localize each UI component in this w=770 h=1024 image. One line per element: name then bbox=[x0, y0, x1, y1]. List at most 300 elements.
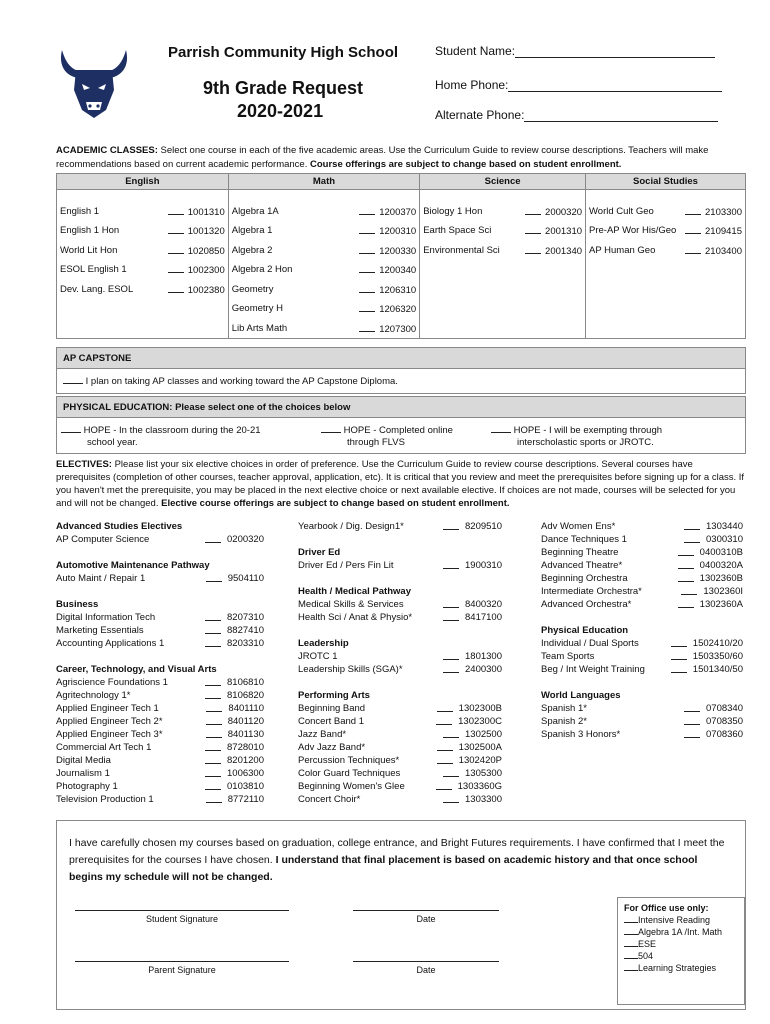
course-name: Geometry H bbox=[231, 303, 283, 315]
elective-blank[interactable] bbox=[205, 637, 221, 647]
english-course-option[interactable] bbox=[60, 284, 225, 296]
office-item-line[interactable] bbox=[624, 914, 638, 923]
course-code: 2103300 bbox=[705, 206, 742, 218]
social-cell bbox=[586, 190, 746, 222]
business-list bbox=[56, 611, 264, 650]
social-course-option[interactable] bbox=[589, 206, 742, 218]
alternate-phone-field[interactable] bbox=[435, 108, 718, 122]
course-code: 1002380 bbox=[187, 284, 225, 296]
elective-blank[interactable] bbox=[443, 728, 459, 738]
office-item[interactable] bbox=[624, 962, 738, 974]
elective-row[interactable] bbox=[298, 598, 502, 611]
performing-arts-heading: Performing Arts bbox=[298, 690, 370, 701]
math-course-option[interactable] bbox=[232, 264, 416, 276]
elective-row[interactable] bbox=[298, 767, 502, 780]
elective-blank[interactable] bbox=[206, 572, 222, 582]
english-cell bbox=[57, 280, 229, 300]
pe-option-exempt-line[interactable] bbox=[491, 424, 511, 433]
home-phone-line[interactable] bbox=[508, 80, 722, 92]
pe-option-classroom-text: HOPE - In the classroom during the 20-21 bbox=[83, 425, 261, 436]
elective-name: Spanish 3 Honors* bbox=[541, 729, 621, 740]
elective-blank[interactable] bbox=[443, 598, 459, 608]
elective-name: Adv Women Ens* bbox=[541, 521, 616, 532]
elective-blank[interactable] bbox=[205, 689, 221, 699]
elective-name: Jazz Band* bbox=[298, 729, 347, 740]
elective-code: 0708340 bbox=[706, 703, 743, 714]
english-cell bbox=[57, 241, 229, 261]
elective-code: 1302500A bbox=[458, 742, 502, 753]
course-blank[interactable] bbox=[685, 245, 701, 254]
school-logo-bull bbox=[56, 44, 132, 124]
elective-blank[interactable] bbox=[206, 715, 222, 725]
math-course-option[interactable] bbox=[232, 323, 416, 335]
elective-row[interactable] bbox=[56, 728, 264, 741]
office-item-label: ESE bbox=[638, 939, 657, 949]
english-course-option[interactable] bbox=[60, 245, 225, 257]
english-course-option[interactable] bbox=[60, 264, 225, 276]
science-cell bbox=[420, 319, 586, 339]
course-code: 1002300 bbox=[187, 265, 225, 277]
elective-name: Digital Information Tech bbox=[56, 612, 156, 623]
elective-code: 8106820 bbox=[227, 690, 264, 701]
elective-name: Beginning Women's Glee bbox=[298, 781, 405, 792]
elective-code: 1801300 bbox=[465, 651, 502, 662]
elective-blank[interactable] bbox=[684, 520, 700, 530]
elective-row[interactable] bbox=[298, 520, 502, 533]
elective-code: 2400300 bbox=[465, 664, 502, 675]
social-cell bbox=[586, 261, 746, 281]
course-blank[interactable] bbox=[685, 206, 701, 215]
course-blank[interactable] bbox=[168, 284, 184, 293]
course-code-group bbox=[521, 245, 582, 257]
office-item-label: Intensive Reading bbox=[638, 915, 711, 925]
math-course-option[interactable] bbox=[232, 303, 416, 315]
elective-name: Beg / Int Weight Training bbox=[541, 664, 645, 675]
math-course-option[interactable] bbox=[232, 245, 416, 257]
math-course-option[interactable] bbox=[232, 284, 416, 296]
elective-blank[interactable] bbox=[681, 585, 697, 595]
elective-name: Individual / Dual Sports bbox=[541, 638, 639, 649]
elective-name: Intermediate Orchestra* bbox=[541, 586, 642, 597]
elective-code: 8417100 bbox=[465, 612, 502, 623]
elective-code: 9504110 bbox=[227, 573, 264, 584]
elective-blank[interactable] bbox=[443, 559, 459, 569]
pe-option-flvs-line[interactable] bbox=[321, 424, 341, 433]
course-blank[interactable] bbox=[359, 264, 375, 273]
student-name-field[interactable] bbox=[435, 44, 715, 58]
electives-col-3 bbox=[541, 520, 743, 741]
math-cell bbox=[228, 241, 419, 261]
course-name: Algebra 2 bbox=[231, 244, 273, 256]
academic-text: Select one course in each of the five academic areas. Use the Curriculum Guide to review course descriptions. Teachers will make recommendations based on current academic performance. bbox=[56, 145, 709, 170]
elective-code: 8401120 bbox=[227, 716, 264, 727]
elective-row[interactable] bbox=[541, 598, 743, 611]
elective-blank[interactable] bbox=[205, 624, 221, 634]
course-code: 1001310 bbox=[187, 206, 225, 218]
alternate-phone-line[interactable] bbox=[524, 110, 718, 122]
elective-code: 0103810 bbox=[227, 781, 264, 792]
pe-option-classroom[interactable] bbox=[61, 424, 261, 449]
course-name: World Lit Hon bbox=[60, 244, 118, 256]
course-code: 1206320 bbox=[379, 304, 417, 316]
course-code-group bbox=[521, 206, 582, 218]
office-items bbox=[624, 914, 738, 974]
elective-blank[interactable] bbox=[205, 780, 221, 790]
office-item-line[interactable] bbox=[624, 962, 638, 971]
elective-blank[interactable] bbox=[437, 754, 453, 764]
course-blank[interactable] bbox=[525, 225, 541, 234]
elective-row[interactable] bbox=[541, 663, 743, 676]
course-blank[interactable] bbox=[359, 284, 375, 293]
course-name: Geometry bbox=[231, 283, 274, 295]
adv-studies-heading: Advanced Studies Electives bbox=[56, 521, 183, 532]
electives-col-2 bbox=[298, 520, 502, 806]
office-item[interactable] bbox=[624, 914, 738, 926]
course-code: 1001320 bbox=[187, 226, 225, 238]
math-cell bbox=[228, 190, 419, 222]
electives-col-1 bbox=[56, 520, 264, 806]
office-item[interactable] bbox=[624, 950, 738, 962]
elective-row[interactable] bbox=[541, 546, 743, 559]
pe-header: PHYSICAL EDUCATION: Please select one of the choices below bbox=[56, 396, 746, 418]
course-blank[interactable] bbox=[525, 245, 541, 254]
course-blank[interactable] bbox=[359, 225, 375, 234]
elective-code: 8209510 bbox=[465, 521, 502, 532]
elective-blank[interactable] bbox=[684, 533, 700, 543]
elective-code: 1302500 bbox=[465, 729, 502, 740]
office-item-line[interactable] bbox=[624, 950, 638, 959]
course-code-group bbox=[164, 284, 225, 296]
course-code: 1200310 bbox=[379, 226, 417, 238]
office-title: For Office use only: bbox=[624, 903, 709, 913]
elective-blank[interactable] bbox=[205, 676, 221, 686]
home-phone-label: Home Phone: bbox=[435, 78, 509, 92]
science-cell bbox=[420, 190, 586, 222]
elective-blank[interactable] bbox=[437, 702, 453, 712]
elective-blank[interactable] bbox=[205, 533, 221, 543]
elective-blank[interactable] bbox=[436, 780, 452, 790]
elective-name: JROTC 1 bbox=[298, 651, 338, 662]
office-item-label: 504 bbox=[638, 951, 654, 961]
science-cell bbox=[420, 222, 586, 242]
elective-name: Auto Maint / Repair 1 bbox=[56, 573, 146, 584]
elective-name: Photography 1 bbox=[56, 781, 118, 792]
math-course-option[interactable] bbox=[232, 225, 416, 237]
elective-blank[interactable] bbox=[205, 741, 221, 751]
elective-code: 1302300C bbox=[458, 716, 502, 727]
elective-name: Percussion Techniques* bbox=[298, 755, 400, 766]
course-code-group bbox=[164, 225, 225, 237]
capstone-checkbox-line[interactable] bbox=[63, 375, 83, 384]
elective-row[interactable] bbox=[56, 533, 264, 546]
math-cell bbox=[228, 300, 419, 320]
elective-name: Applied Engineer Tech 3* bbox=[56, 729, 163, 740]
elective-row[interactable] bbox=[541, 520, 743, 533]
course-code: 2000320 bbox=[545, 206, 583, 218]
elective-row[interactable] bbox=[298, 559, 502, 572]
office-item[interactable] bbox=[624, 938, 738, 950]
student-signature-line[interactable]: Student Signature bbox=[75, 910, 289, 924]
leadership-list bbox=[298, 650, 502, 676]
course-code-group bbox=[681, 206, 742, 218]
leadership-heading: Leadership bbox=[298, 638, 349, 649]
home-phone-field[interactable] bbox=[435, 78, 722, 92]
elective-code: 8772110 bbox=[227, 794, 264, 805]
elective-row[interactable] bbox=[56, 676, 264, 689]
pe-option-flvs-text: HOPE - Completed online bbox=[343, 425, 453, 436]
course-name: English 1 Hon bbox=[60, 225, 120, 237]
elective-row[interactable] bbox=[541, 650, 743, 663]
elective-row[interactable] bbox=[298, 663, 502, 676]
elective-name: Applied Engineer Tech 2* bbox=[56, 716, 163, 727]
course-blank[interactable] bbox=[168, 245, 184, 254]
capstone-text: I plan on taking AP classes and working toward the AP Capstone Diploma. bbox=[85, 376, 398, 387]
elective-row[interactable] bbox=[541, 715, 743, 728]
elective-code: 0400310B bbox=[699, 547, 743, 558]
pe-option-classroom-line[interactable] bbox=[61, 424, 81, 433]
elective-row[interactable] bbox=[541, 637, 743, 650]
elective-row[interactable] bbox=[298, 650, 502, 663]
course-name: Lib Arts Math bbox=[231, 322, 288, 334]
pe-option-exempt[interactable] bbox=[491, 424, 662, 449]
course-name: English 1 bbox=[60, 205, 100, 217]
english-cell bbox=[57, 261, 229, 281]
elective-row[interactable] bbox=[541, 728, 743, 741]
elective-code: 1303360G bbox=[457, 781, 502, 792]
course-code: 2001340 bbox=[545, 245, 583, 257]
student-name-label: Student Name: bbox=[435, 44, 516, 58]
course-blank[interactable] bbox=[359, 206, 375, 215]
office-item-line[interactable] bbox=[624, 938, 638, 947]
physical-ed-heading: Physical Education bbox=[541, 625, 629, 636]
parent-date-line[interactable]: Date bbox=[353, 961, 499, 975]
elective-blank[interactable] bbox=[205, 611, 221, 621]
elective-blank[interactable] bbox=[671, 637, 687, 647]
elective-name: Advanced Orchestra* bbox=[541, 599, 632, 610]
elective-name: Dance Techniques 1 bbox=[541, 534, 627, 545]
course-blank[interactable] bbox=[359, 303, 375, 312]
elective-blank[interactable] bbox=[678, 546, 694, 556]
course-code-group bbox=[681, 225, 742, 237]
science-course-option[interactable] bbox=[423, 245, 582, 257]
elective-code: 8401110 bbox=[228, 703, 264, 714]
course-code: 2109415 bbox=[705, 226, 742, 238]
elective-row[interactable] bbox=[56, 741, 264, 754]
math-cell bbox=[228, 319, 419, 339]
elective-row[interactable] bbox=[541, 585, 743, 598]
elective-row[interactable] bbox=[298, 754, 502, 767]
elective-row[interactable] bbox=[541, 572, 743, 585]
elective-row[interactable] bbox=[298, 611, 502, 624]
pe-option-classroom-text2: school year. bbox=[87, 437, 138, 448]
english-course-option[interactable] bbox=[60, 206, 225, 218]
elective-code: 1302360A bbox=[699, 599, 743, 610]
social-course-option[interactable] bbox=[589, 245, 742, 257]
elective-row[interactable] bbox=[56, 767, 264, 780]
office-item-label: Algebra 1A /Int. Math bbox=[638, 927, 723, 937]
elective-name: Adv Jazz Band* bbox=[298, 742, 366, 753]
elective-row[interactable] bbox=[56, 689, 264, 702]
elective-blank[interactable] bbox=[205, 754, 221, 764]
elective-row[interactable] bbox=[298, 793, 502, 806]
course-blank[interactable] bbox=[359, 245, 375, 254]
elective-name: Medical Skills & Services bbox=[298, 599, 404, 610]
auto-heading: Automotive Maintenance Pathway bbox=[56, 560, 210, 571]
elective-name: Journalism 1 bbox=[56, 768, 110, 779]
elective-code: 1303440 bbox=[706, 521, 743, 532]
elective-blank[interactable] bbox=[684, 702, 700, 712]
elective-row[interactable] bbox=[298, 780, 502, 793]
elective-blank[interactable] bbox=[206, 728, 222, 738]
elective-name: Applied Engineer Tech 1 bbox=[56, 703, 159, 714]
elective-blank[interactable] bbox=[206, 793, 222, 803]
office-item[interactable] bbox=[624, 926, 738, 938]
english-cell bbox=[57, 190, 229, 222]
elective-code: 8106810 bbox=[227, 677, 264, 688]
course-code-group bbox=[164, 206, 225, 218]
course-code-group bbox=[355, 264, 416, 276]
course-code: 1200330 bbox=[379, 245, 417, 257]
elective-code: 8827410 bbox=[227, 625, 264, 636]
course-name: Algebra 1 bbox=[231, 225, 273, 237]
elective-blank[interactable] bbox=[678, 598, 694, 608]
social-course-option[interactable] bbox=[589, 225, 742, 237]
english-cell bbox=[57, 319, 229, 339]
elective-row[interactable] bbox=[298, 715, 502, 728]
course-code: 1200340 bbox=[379, 265, 417, 277]
course-code-group bbox=[164, 264, 225, 276]
world-languages-heading: World Languages bbox=[541, 690, 621, 701]
elective-row[interactable] bbox=[298, 702, 502, 715]
course-code-group bbox=[355, 225, 416, 237]
elective-row[interactable] bbox=[56, 754, 264, 767]
course-name: AP Human Geo bbox=[589, 244, 656, 256]
performing-arts-list bbox=[298, 702, 502, 806]
science-course-option[interactable] bbox=[423, 225, 582, 237]
elective-blank[interactable] bbox=[443, 793, 459, 803]
elective-blank[interactable] bbox=[443, 520, 459, 530]
elective-blank[interactable] bbox=[671, 663, 687, 673]
course-code-group bbox=[355, 245, 416, 257]
elective-name: Digital Media bbox=[56, 755, 111, 766]
elective-row[interactable] bbox=[541, 702, 743, 715]
electives-intro bbox=[56, 458, 746, 510]
course-blank[interactable] bbox=[168, 264, 184, 273]
social-cell bbox=[586, 280, 746, 300]
elective-blank[interactable] bbox=[206, 702, 222, 712]
social-cell bbox=[586, 222, 746, 242]
elective-row[interactable] bbox=[298, 741, 502, 754]
elective-blank[interactable] bbox=[437, 741, 453, 751]
elective-code: 1006300 bbox=[227, 768, 264, 779]
form-title: 9th Grade Request bbox=[203, 78, 364, 98]
social-cell bbox=[586, 319, 746, 339]
pe-option-flvs-text2: through FLVS bbox=[347, 437, 405, 448]
elective-code: 1305300 bbox=[465, 768, 502, 779]
math-course-option[interactable] bbox=[232, 206, 416, 218]
alternate-phone-label: Alternate Phone: bbox=[435, 108, 525, 122]
parent-signature-line[interactable]: Parent Signature bbox=[75, 961, 289, 975]
elective-code: 0200320 bbox=[227, 534, 264, 545]
course-blank[interactable] bbox=[168, 225, 184, 234]
elective-code: 1501340/50 bbox=[692, 664, 743, 675]
elective-name: Concert Band 1 bbox=[298, 716, 365, 727]
elective-blank[interactable] bbox=[443, 663, 459, 673]
elective-row[interactable] bbox=[56, 793, 264, 806]
elective-row[interactable] bbox=[56, 780, 264, 793]
course-name: Environmental Sci bbox=[423, 244, 500, 256]
course-code-group bbox=[164, 245, 225, 257]
pe-option-exempt-text2: interscholastic sports or JROTC. bbox=[517, 437, 654, 448]
elective-name: Spanish 1* bbox=[541, 703, 587, 714]
elective-blank[interactable] bbox=[684, 728, 700, 738]
course-code: 1206310 bbox=[379, 284, 417, 296]
office-item-line[interactable] bbox=[624, 926, 638, 935]
ap-capstone-box bbox=[56, 369, 746, 394]
course-blank[interactable] bbox=[525, 206, 541, 215]
course-code-group bbox=[355, 303, 416, 315]
course-name: Pre-AP Wor His/Geo bbox=[589, 225, 677, 237]
elective-name: Marketing Essentials bbox=[56, 625, 144, 636]
elective-blank[interactable] bbox=[671, 650, 687, 660]
course-name: Dev. Lang. ESOL bbox=[60, 283, 134, 295]
course-name: Earth Space Sci bbox=[423, 225, 492, 237]
elective-blank[interactable] bbox=[684, 715, 700, 725]
course-blank[interactable] bbox=[168, 206, 184, 215]
cta-list bbox=[56, 676, 264, 806]
elective-row[interactable] bbox=[56, 611, 264, 624]
pe-option-flvs[interactable] bbox=[321, 424, 453, 449]
elective-blank[interactable] bbox=[443, 611, 459, 621]
elective-code: 0400320A bbox=[699, 560, 743, 571]
elective-blank[interactable] bbox=[678, 572, 694, 582]
physical-ed-list bbox=[541, 637, 743, 676]
elective-name: Leadership Skills (SGA)* bbox=[298, 664, 403, 675]
science-course-option[interactable] bbox=[423, 206, 582, 218]
academic-note: Course offerings are subject to change based on student enrollment. bbox=[310, 159, 622, 170]
elective-row[interactable] bbox=[298, 728, 502, 741]
elective-blank[interactable] bbox=[443, 767, 459, 777]
elective-code: 8201200 bbox=[227, 755, 264, 766]
math-cell bbox=[228, 261, 419, 281]
elective-blank[interactable] bbox=[436, 715, 452, 725]
english-course-option[interactable] bbox=[60, 225, 225, 237]
elective-row[interactable] bbox=[541, 559, 743, 572]
elective-row[interactable] bbox=[56, 715, 264, 728]
elective-code: 0300310 bbox=[706, 534, 743, 545]
elective-row[interactable] bbox=[56, 637, 264, 650]
elective-name: Concert Choir* bbox=[298, 794, 361, 805]
elective-code: 1302420P bbox=[458, 755, 502, 766]
student-date-line[interactable]: Date bbox=[353, 910, 499, 924]
course-blank[interactable] bbox=[685, 225, 701, 234]
social-cell bbox=[586, 300, 746, 320]
elective-code: 1900310 bbox=[465, 560, 502, 571]
elective-row[interactable] bbox=[56, 702, 264, 715]
elective-blank[interactable] bbox=[443, 650, 459, 660]
student-name-line[interactable] bbox=[515, 46, 715, 58]
elective-code: 8401130 bbox=[227, 729, 264, 740]
course-blank[interactable] bbox=[359, 323, 375, 332]
core-courses-table bbox=[56, 173, 746, 339]
elective-row[interactable] bbox=[56, 624, 264, 637]
elective-row[interactable] bbox=[56, 572, 264, 585]
pe-option-exempt-text: HOPE - I will be exempting through bbox=[513, 425, 663, 436]
elective-blank[interactable] bbox=[678, 559, 694, 569]
elective-row[interactable] bbox=[541, 533, 743, 546]
elective-blank[interactable] bbox=[205, 767, 221, 777]
course-code: 2001310 bbox=[545, 226, 583, 238]
